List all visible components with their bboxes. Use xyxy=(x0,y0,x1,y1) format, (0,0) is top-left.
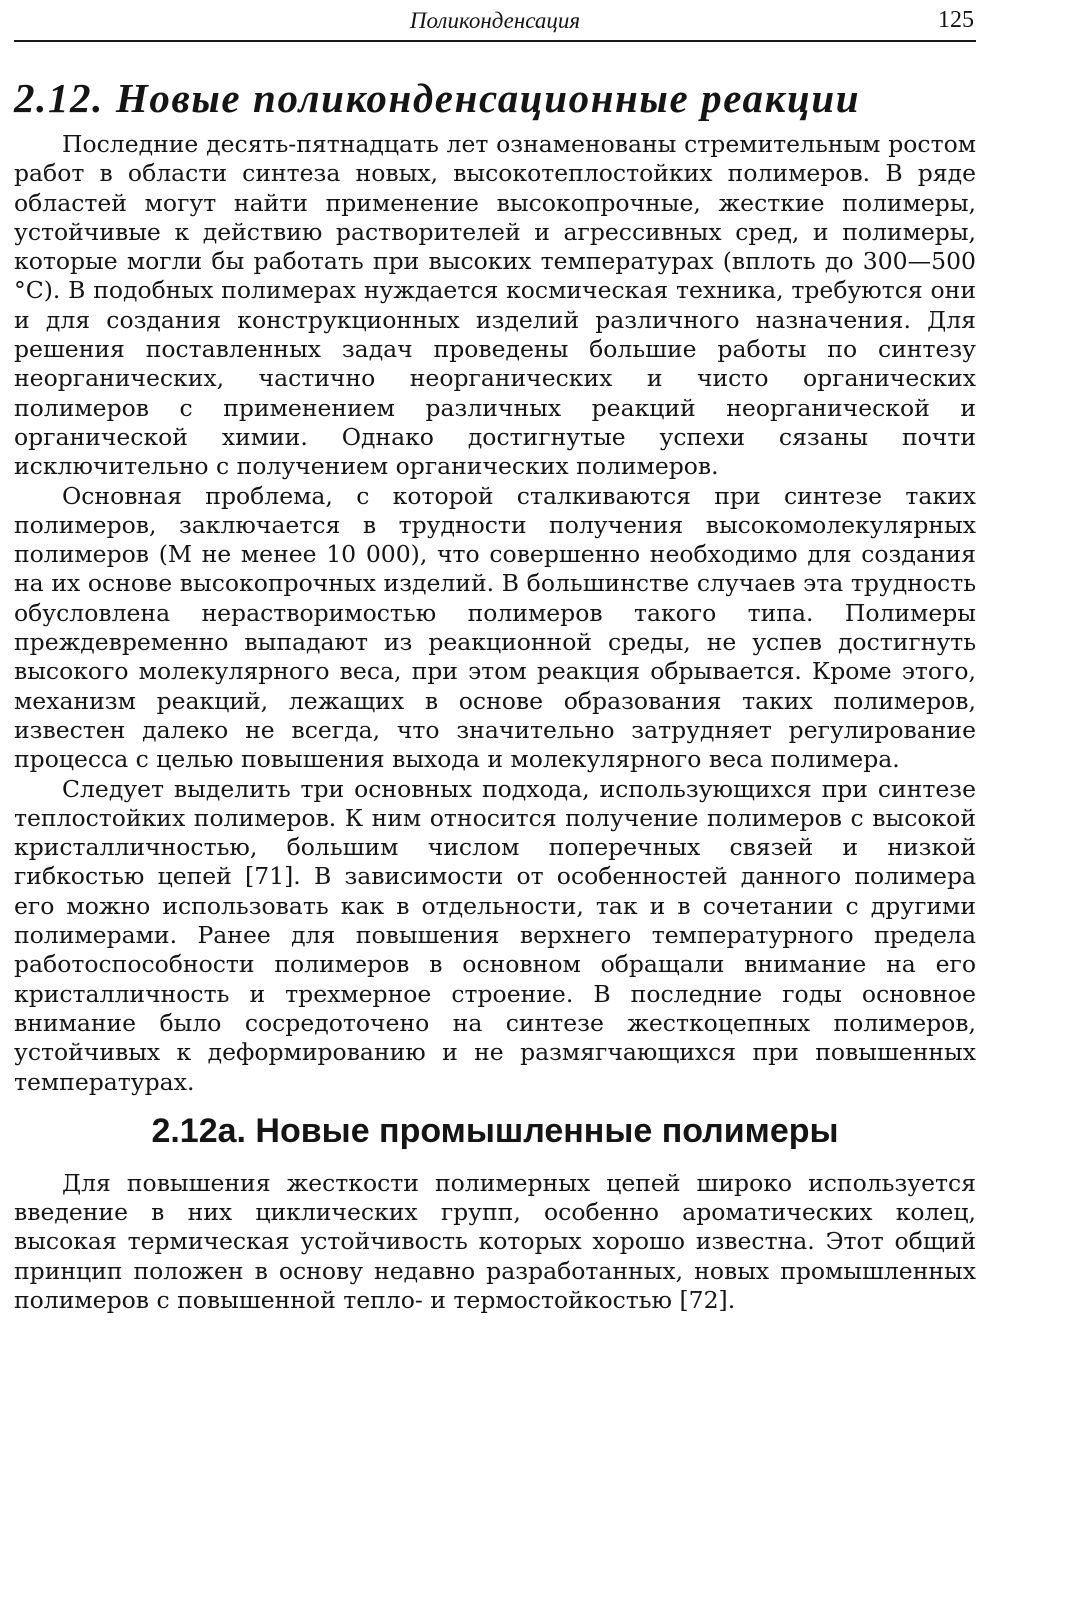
paragraph: Основная проблема, с которой сталкиваются при синтезе таких полимеров, заключается в трудности получения высокомолекулярных полимеров (М не менее 10 000), что совершенно необходимо для создания на их основе высокопрочных изделий. В большинстве случаев эта трудность обусловлена нерастворимостью полимеров такого типа. Полимеры преждевременно выпадают из реакционной среды, не успев достигнуть высокого молекулярного веса, при этом реакция обрывается. Кроме этого, механизм реакций, лежащих в основе образования таких полимеров, известен далеко не всегда, что значительно затрудняет регулирование процесса с целью повышения выхода и молекулярного веса полимера. xyxy=(14,481,976,774)
subsection-title: 2.12а. Новые промышленные полимеры xyxy=(151,1111,839,1150)
running-title: Поликонденсация xyxy=(409,8,581,33)
page-number: 125 xyxy=(938,7,974,33)
running-header xyxy=(14,0,976,42)
section-body xyxy=(14,130,976,1097)
paragraph: Последние десять-пятнадцать лет ознаменованы стремительным ростом работ в области синтеза новых, высокотеплостойких полимеров. В ряде областей могут найти применение высокопрочные, жесткие полимеры, устойчивые к действию растворителей и агрессивных сред, и полимеры, которые могли бы работать при высоких температурах (вплоть до 300—500 °С). В подобных полимерах нуждается космическая техника, требуются они и для создания конструкционных изделий различного назначения. Для решения поставленных задач проведены большие работы по синтезу неорганических, частично неорганических и чисто органических полимеров с применением различных реакций неорганической и органической химии. Однако достигнутые успехи сязаны почти исключительно с получением органических полимеров. xyxy=(14,130,976,481)
section-title: 2.12. Новые поликонденсационные реакции xyxy=(14,75,861,121)
paragraph: Для повышения жесткости полимерных цепей широко используется введение в них циклических групп, особенно ароматических колец, высокая термическая устойчивость которых хорошо известна. Этот общий принцип положен в основу недавно разработанных, новых промышленных полимеров с повышенной тепло- и термостойкостью [72]. xyxy=(14,1168,976,1314)
book-page xyxy=(14,0,976,1600)
paragraph: Следует выделить три основных подхода, использующихся при синтезе теплостойких полимеров. К ним относится получение полимеров с высокой кристалличностью, большим числом поперечных связей и низкой гибкостью цепей [71]. В зависимости от особенностей данного полимера его можно использовать как в отдельности, так и в сочетании с другими полимерами. Ранее для повышения верхнего температурного предела работоспособности полимеров в основном обращали внимание на его кристалличность и трехмерное строение. В последние годы основное внимание было сосредоточено на синтезе жесткоцепных полимеров, устойчивых к деформированию и не размягчающихся при повышенных температурах. xyxy=(14,774,976,1096)
subsection-body xyxy=(14,1169,976,1315)
